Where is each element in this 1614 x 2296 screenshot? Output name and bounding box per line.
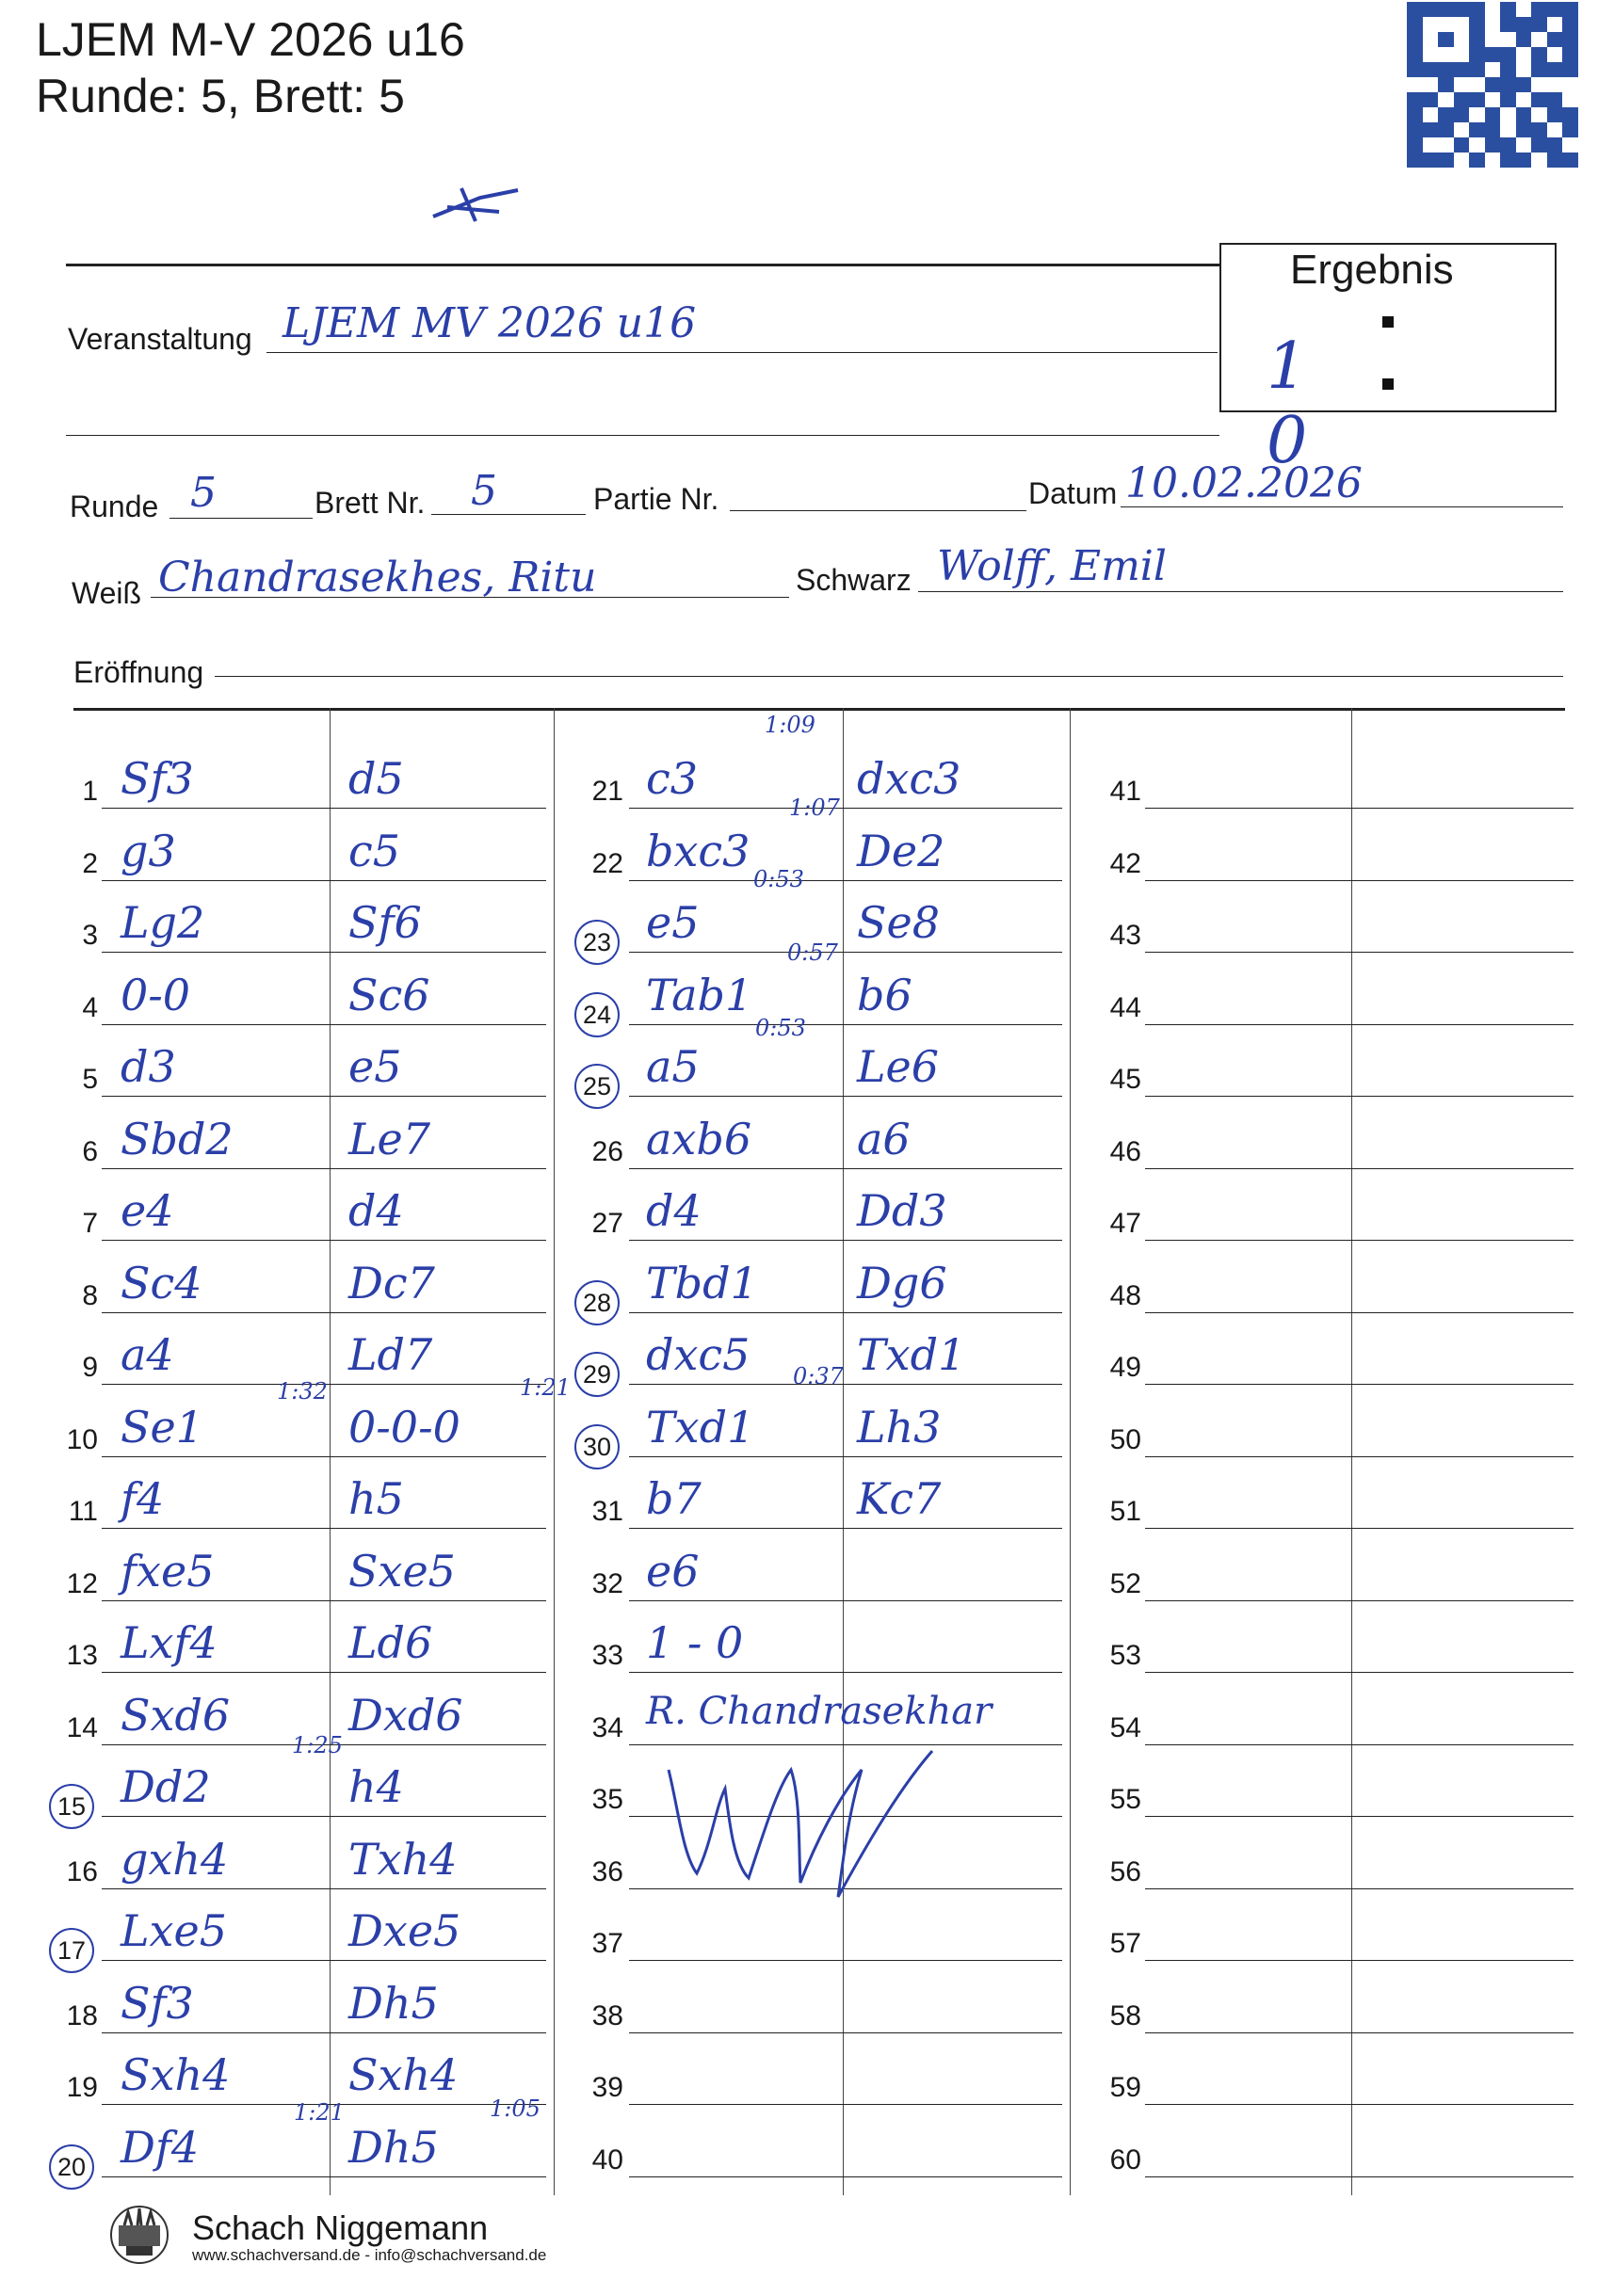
move-number: 47 bbox=[1109, 1208, 1141, 1239]
field-line bbox=[169, 518, 313, 519]
black-move[interactable]: Txh4 bbox=[348, 1833, 458, 1885]
move-row-line bbox=[1145, 1096, 1574, 1097]
move-number: 12 bbox=[66, 1567, 98, 1599]
move-number: 43 bbox=[1109, 920, 1141, 951]
table-top-rule bbox=[73, 708, 1565, 711]
move-row-line bbox=[629, 2104, 1062, 2105]
move-row-line bbox=[629, 952, 1062, 953]
black-move[interactable]: De2 bbox=[857, 825, 945, 876]
move-number: 1 bbox=[82, 776, 98, 807]
move-row-line bbox=[102, 1168, 546, 1169]
field-line bbox=[215, 676, 1563, 677]
time-note: 1:21 bbox=[294, 2099, 345, 2126]
move-row-line bbox=[1145, 1672, 1574, 1673]
qr-code-icon bbox=[1407, 2, 1578, 168]
move-row-line bbox=[1145, 1744, 1574, 1745]
white-move[interactable]: f4 bbox=[121, 1473, 165, 1524]
time-note: 0:53 bbox=[753, 866, 804, 892]
move-row-line bbox=[102, 1456, 546, 1457]
move-number: 10 bbox=[66, 1423, 98, 1455]
move-row-line bbox=[102, 1312, 546, 1313]
move-number: 31 bbox=[591, 1496, 623, 1527]
move-number: 56 bbox=[1109, 1855, 1141, 1887]
black-move[interactable]: b6 bbox=[857, 969, 912, 1020]
move-number: 41 bbox=[1109, 776, 1141, 807]
move-number: 60 bbox=[1109, 2143, 1141, 2176]
move-number: 16 bbox=[66, 1855, 98, 1887]
black-move[interactable]: c5 bbox=[348, 825, 401, 876]
move-number: 57 bbox=[1109, 1928, 1141, 1959]
schwarz-label: Schwarz bbox=[796, 563, 912, 597]
move-number: 34 bbox=[591, 1711, 623, 1743]
move-number: 44 bbox=[1109, 991, 1141, 1023]
time-note: 1:07 bbox=[789, 795, 840, 821]
move-number: 42 bbox=[1109, 847, 1141, 879]
ink-scribble-mark bbox=[424, 179, 527, 235]
datum-value[interactable]: 10.02.2026 bbox=[1125, 459, 1363, 507]
black-move[interactable]: Sxe5 bbox=[348, 1545, 456, 1597]
move-row-line bbox=[1145, 1456, 1574, 1457]
time-note: 1:32 bbox=[277, 1378, 328, 1405]
move-row-line bbox=[102, 952, 546, 953]
move-row-line bbox=[629, 1960, 1062, 1961]
move-row-line bbox=[629, 1672, 1062, 1673]
move-number: 21 bbox=[591, 776, 623, 807]
move-number: 28 bbox=[574, 1280, 620, 1325]
move-row-line bbox=[102, 2032, 546, 2033]
move-row-line bbox=[629, 1168, 1062, 1169]
white-move[interactable]: 0-0 bbox=[121, 969, 191, 1020]
move-row-line bbox=[629, 1600, 1062, 1601]
white-move[interactable]: e5 bbox=[646, 897, 700, 948]
black-move[interactable]: Dxd6 bbox=[348, 1689, 463, 1741]
sheet-header bbox=[36, 11, 465, 124]
move-row-line bbox=[629, 1528, 1062, 1529]
move-number: 55 bbox=[1109, 1784, 1141, 1815]
black-move[interactable]: d4 bbox=[348, 1185, 404, 1236]
move-number: 20 bbox=[49, 2144, 94, 2190]
black-move[interactable]: Dg6 bbox=[857, 1257, 947, 1309]
move-number: 37 bbox=[591, 1928, 623, 1959]
footer-brand: Schach Niggemann bbox=[192, 2208, 489, 2247]
move-row-line bbox=[102, 1888, 546, 1889]
event-title: LJEM M-V 2026 u16 bbox=[36, 13, 465, 66]
white-move[interactable]: d3 bbox=[121, 1041, 176, 1092]
move-row-line bbox=[102, 1096, 546, 1097]
white-move[interactable]: Dd2 bbox=[121, 1761, 211, 1812]
move-row-line bbox=[102, 1528, 546, 1529]
white-move[interactable]: g3 bbox=[121, 825, 176, 876]
move-number: 36 bbox=[591, 1855, 623, 1887]
field-line bbox=[151, 597, 789, 598]
result-value: 1 0 bbox=[1267, 329, 1412, 478]
white-move[interactable]: axb6 bbox=[646, 1113, 752, 1164]
time-note: 0:37 bbox=[793, 1363, 844, 1389]
black-move[interactable]: Dc7 bbox=[348, 1257, 435, 1309]
signature-wolff bbox=[659, 1732, 942, 1902]
move-number: 53 bbox=[1109, 1640, 1141, 1671]
move-number: 49 bbox=[1109, 1352, 1141, 1383]
move-number: 25 bbox=[574, 1064, 620, 1109]
move-row-line bbox=[1145, 1888, 1574, 1889]
black-move[interactable]: Txd1 bbox=[857, 1329, 966, 1380]
white-move[interactable]: Tbd1 bbox=[646, 1257, 758, 1309]
move-number: 52 bbox=[1109, 1567, 1141, 1599]
move-row-line bbox=[1145, 1168, 1574, 1169]
runde-label: Runde bbox=[70, 490, 159, 523]
black-move[interactable]: Se8 bbox=[857, 897, 941, 948]
black-move[interactable]: Sc6 bbox=[348, 969, 430, 1020]
move-row-line bbox=[629, 2032, 1062, 2033]
move-row-line bbox=[102, 1240, 546, 1241]
field-line bbox=[1121, 506, 1563, 507]
move-number: 18 bbox=[66, 1999, 98, 2031]
black-move[interactable]: Le7 bbox=[348, 1113, 431, 1164]
black-move[interactable]: e5 bbox=[348, 1041, 402, 1092]
column-separator bbox=[330, 708, 331, 2195]
white-move[interactable]: b7 bbox=[646, 1473, 702, 1524]
move-number: 14 bbox=[66, 1711, 98, 1743]
column-separator bbox=[1351, 708, 1352, 2195]
black-move[interactable]: Dxe5 bbox=[348, 1905, 461, 1956]
move-row-line bbox=[1145, 1600, 1574, 1601]
result-label: Ergebnis bbox=[1290, 247, 1454, 293]
white-move[interactable]: bxc3 bbox=[646, 825, 751, 876]
column-separator bbox=[843, 708, 844, 2195]
field-line bbox=[730, 510, 1026, 511]
black-move[interactable]: h5 bbox=[348, 1473, 404, 1524]
black-move[interactable]: a6 bbox=[857, 1113, 911, 1164]
move-row-line bbox=[629, 1384, 1062, 1385]
white-move[interactable]: Lxe5 bbox=[121, 1905, 227, 1956]
black-move[interactable]: dxc3 bbox=[857, 753, 961, 804]
eroeffnung-label: Eröffnung bbox=[73, 655, 204, 689]
black-move[interactable]: Le6 bbox=[857, 1041, 940, 1092]
move-row-line bbox=[629, 1240, 1062, 1241]
move-number: 27 bbox=[591, 1208, 623, 1239]
runde-value[interactable]: 5 bbox=[190, 469, 217, 517]
move-row-line bbox=[102, 1600, 546, 1601]
move-number: 19 bbox=[66, 2072, 98, 2103]
white-move[interactable]: Txd1 bbox=[646, 1401, 755, 1453]
move-row-line bbox=[1145, 1024, 1574, 1025]
white-move[interactable]: a5 bbox=[646, 1041, 700, 1092]
move-number: 35 bbox=[591, 1784, 623, 1815]
move-row-line bbox=[629, 2176, 1062, 2177]
white-move[interactable]: 1 - 0 bbox=[646, 1617, 744, 1668]
move-number: 38 bbox=[591, 1999, 623, 2031]
black-move[interactable]: d5 bbox=[348, 753, 404, 804]
white-move[interactable]: gxh4 bbox=[121, 1833, 229, 1885]
chess-pieces-logo-icon bbox=[105, 2201, 173, 2269]
move-number: 2 bbox=[82, 847, 98, 879]
rule bbox=[66, 435, 1219, 436]
move-number: 23 bbox=[574, 920, 620, 965]
move-number: 17 bbox=[49, 1928, 94, 1973]
white-move[interactable]: Lg2 bbox=[121, 897, 205, 948]
move-number: 26 bbox=[591, 1135, 623, 1167]
black-move[interactable]: Ld7 bbox=[348, 1329, 433, 1380]
move-number: 32 bbox=[591, 1567, 623, 1599]
move-row-line bbox=[1145, 2032, 1574, 2033]
move-row-line bbox=[629, 880, 1062, 881]
move-number: 40 bbox=[591, 2143, 623, 2176]
column-border bbox=[554, 708, 555, 2195]
move-row-line bbox=[629, 808, 1062, 809]
schwarz-value[interactable]: Wolff, Emil bbox=[937, 542, 1167, 590]
move-number: 54 bbox=[1109, 1711, 1141, 1743]
veranstaltung-label: Veranstaltung bbox=[68, 322, 252, 356]
black-move[interactable]: Dd3 bbox=[857, 1185, 947, 1236]
black-move[interactable]: Lh3 bbox=[857, 1401, 942, 1453]
move-number: 29 bbox=[574, 1352, 620, 1397]
move-row-line bbox=[102, 1960, 546, 1961]
footer-contact: www.schachversand.de - info@schachversand.de bbox=[192, 2246, 547, 2264]
move-row-line bbox=[629, 1312, 1062, 1313]
move-number: 46 bbox=[1109, 1135, 1141, 1167]
move-number: 24 bbox=[574, 992, 620, 1037]
move-number: 50 bbox=[1109, 1423, 1141, 1455]
time-note: 1:25 bbox=[292, 1732, 343, 1758]
weiss-value[interactable]: Chandrasekhes, Ritu bbox=[158, 554, 597, 602]
move-number: 5 bbox=[82, 1064, 98, 1095]
move-number: 30 bbox=[574, 1424, 620, 1469]
move-row-line bbox=[1145, 1960, 1574, 1961]
black-move[interactable]: Ld6 bbox=[348, 1617, 433, 1668]
move-row-line bbox=[1145, 1528, 1574, 1529]
white-move[interactable]: Lxf4 bbox=[121, 1617, 218, 1668]
move-number: 6 bbox=[82, 1135, 98, 1167]
white-move[interactable]: a4 bbox=[121, 1329, 174, 1380]
white-move[interactable]: Df4 bbox=[121, 2121, 200, 2173]
white-move[interactable]: Sf3 bbox=[121, 1977, 194, 2029]
white-move[interactable]: fxe5 bbox=[121, 1545, 215, 1597]
move-row-line bbox=[102, 1816, 546, 1817]
move-row-line bbox=[102, 808, 546, 809]
move-row-line bbox=[1145, 952, 1574, 953]
move-row-line bbox=[102, 1024, 546, 1025]
white-move[interactable]: Sf3 bbox=[121, 753, 194, 804]
white-move[interactable]: e4 bbox=[121, 1185, 174, 1236]
move-number: 39 bbox=[591, 2072, 623, 2103]
move-row-line bbox=[102, 1672, 546, 1673]
brett-label: Brett Nr. bbox=[315, 486, 426, 520]
result-colon-dot bbox=[1382, 316, 1394, 328]
column-border bbox=[1070, 708, 1071, 2195]
move-row-line bbox=[1145, 1384, 1574, 1385]
time-note: 1:09 bbox=[765, 712, 815, 738]
black-move[interactable]: Sxh4 bbox=[348, 2049, 459, 2100]
white-move[interactable]: Sbd2 bbox=[121, 1113, 234, 1164]
black-move[interactable]: Kc7 bbox=[857, 1473, 942, 1524]
move-number: 45 bbox=[1109, 1064, 1141, 1095]
move-number: 58 bbox=[1109, 1999, 1141, 2031]
white-move[interactable]: c3 bbox=[646, 753, 699, 804]
move-number: 59 bbox=[1109, 2072, 1141, 2103]
move-number: 33 bbox=[591, 1640, 623, 1671]
move-number: 4 bbox=[82, 991, 98, 1023]
move-number: 13 bbox=[66, 1640, 98, 1671]
round-board-title: Runde: 5, Brett: 5 bbox=[36, 70, 405, 122]
field-line bbox=[431, 514, 586, 515]
datum-label: Datum bbox=[1028, 476, 1118, 510]
move-number: 15 bbox=[49, 1784, 94, 1829]
time-note: 1:21 bbox=[520, 1374, 571, 1401]
move-row-line bbox=[1145, 2104, 1574, 2105]
veranstaltung-value[interactable]: LJEM MV 2026 u16 bbox=[282, 299, 697, 347]
white-move[interactable]: e6 bbox=[646, 1545, 700, 1597]
move-number: 22 bbox=[591, 847, 623, 879]
move-row-line bbox=[629, 1456, 1062, 1457]
move-number: 3 bbox=[82, 920, 98, 951]
white-move[interactable]: Sc4 bbox=[121, 1257, 202, 1309]
move-row-line bbox=[1145, 1312, 1574, 1313]
black-move[interactable]: Dh5 bbox=[348, 1977, 439, 2029]
black-move[interactable]: Dh5 bbox=[348, 2121, 439, 2173]
white-move[interactable]: d4 bbox=[646, 1185, 702, 1236]
move-row-line bbox=[1145, 880, 1574, 881]
white-move[interactable]: Sxh4 bbox=[121, 2049, 231, 2100]
black-move[interactable]: Sf6 bbox=[348, 897, 422, 948]
move-row-line bbox=[1145, 1240, 1574, 1241]
white-move[interactable]: dxc5 bbox=[646, 1329, 751, 1380]
white-move[interactable]: R. Chandrasekhar bbox=[646, 1689, 993, 1733]
move-number: 9 bbox=[82, 1352, 98, 1383]
move-number: 7 bbox=[82, 1208, 98, 1239]
time-note: 1:05 bbox=[490, 2095, 541, 2122]
partie-label: Partie Nr. bbox=[593, 482, 719, 516]
move-number: 51 bbox=[1109, 1496, 1141, 1527]
move-number: 8 bbox=[82, 1279, 98, 1311]
move-row-line bbox=[1145, 2176, 1574, 2177]
black-move[interactable]: 0-0-0 bbox=[348, 1401, 460, 1453]
move-number: 11 bbox=[68, 1496, 98, 1527]
move-row-line bbox=[1145, 808, 1574, 809]
move-row-line bbox=[1145, 1816, 1574, 1817]
white-move[interactable]: Sxd6 bbox=[121, 1689, 231, 1741]
top-rule bbox=[66, 264, 1219, 266]
weiss-label: Weiß bbox=[72, 576, 142, 610]
white-move[interactable]: Se1 bbox=[121, 1401, 204, 1453]
move-number: 48 bbox=[1109, 1279, 1141, 1311]
move-row-line bbox=[102, 880, 546, 881]
field-line bbox=[266, 352, 1218, 353]
time-note: 0:57 bbox=[787, 939, 838, 966]
black-move[interactable]: h4 bbox=[348, 1761, 404, 1812]
move-row-line bbox=[629, 1024, 1062, 1025]
move-row-line bbox=[629, 1096, 1062, 1097]
move-row-line bbox=[102, 2176, 546, 2177]
field-line bbox=[918, 591, 1563, 592]
time-note: 0:53 bbox=[755, 1015, 806, 1041]
brett-value[interactable]: 5 bbox=[471, 467, 497, 515]
white-move[interactable]: Tab1 bbox=[646, 969, 753, 1020]
